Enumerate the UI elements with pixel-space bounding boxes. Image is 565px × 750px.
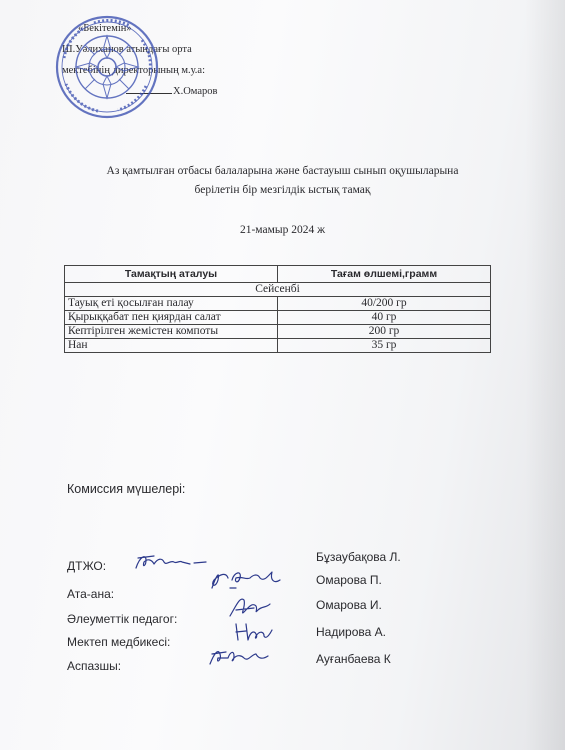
- document-title: [60, 162, 505, 200]
- dish-amount: 200 гр: [278, 325, 491, 339]
- handwritten-signature-2: [206, 566, 286, 594]
- signature-role: Әлеуметтік педагог:: [67, 612, 178, 626]
- signature-name: Омарова П.: [316, 573, 382, 587]
- signature-role: Аспазшы:: [67, 659, 122, 673]
- handwritten-signature-1: [132, 550, 210, 576]
- header-portion-size: Тағам өлшемі,грамм: [278, 266, 491, 283]
- dish-name: Қырыққабат пен қиярдан салат: [65, 311, 278, 325]
- day-label: Сейсенбі: [65, 283, 491, 297]
- dish-name: Нан: [65, 339, 278, 353]
- header-dish-name: Тамақтың аталуы: [65, 266, 278, 283]
- approval-line-3: мектебінің директорының м.у.а:: [62, 65, 205, 76]
- approval-line-1: «Бекітемін»: [78, 23, 132, 34]
- signature-name: Омарова И.: [316, 598, 382, 612]
- dish-amount: 40 гр: [278, 311, 491, 325]
- table-row: [65, 325, 491, 339]
- signature-role: Ата-ана:: [67, 587, 115, 601]
- signature-name: Ауғанбаева К: [316, 652, 391, 666]
- table-header-row: [65, 266, 491, 283]
- dish-amount: 35 гр: [278, 339, 491, 353]
- table-day-row: [65, 283, 491, 297]
- signature-role: ДТЖО:: [67, 559, 107, 573]
- table-row: [65, 339, 491, 353]
- approval-line-2: Ш.Уәлиханов атындағы орта: [62, 44, 192, 55]
- dish-amount: 40/200 гр: [278, 297, 491, 311]
- dish-name: Кептірілген жемістен компоты: [65, 325, 278, 339]
- commission-label: Комиссия мүшелері:: [67, 482, 186, 496]
- handwritten-signature-3: [226, 592, 276, 622]
- handwritten-signature-4: [230, 620, 274, 644]
- signature-role: Мектеп медбикесі:: [67, 635, 171, 649]
- dish-name: Тауық еті қосылған палау: [65, 297, 278, 311]
- signature-name: Бұзаубақова Л.: [316, 550, 401, 564]
- title-line-2: берілетін бір мезгілдік ыстық тамақ: [194, 184, 371, 196]
- handwritten-signature-5: [204, 644, 274, 668]
- table-row: [65, 311, 491, 325]
- page-edge-shadow: [525, 0, 565, 750]
- title-line-1: Аз қамтылған отбасы балаларына және бастауыш сынып оқушыларына: [106, 165, 459, 177]
- document-date: 21-мамыр 2024 ж: [239, 224, 326, 236]
- menu-table: [64, 265, 491, 353]
- official-stamp-seal: [54, 14, 160, 120]
- signature-name: Надирова А.: [316, 625, 386, 639]
- table-row: [65, 297, 491, 311]
- director-name: Х.Омаров: [173, 86, 218, 97]
